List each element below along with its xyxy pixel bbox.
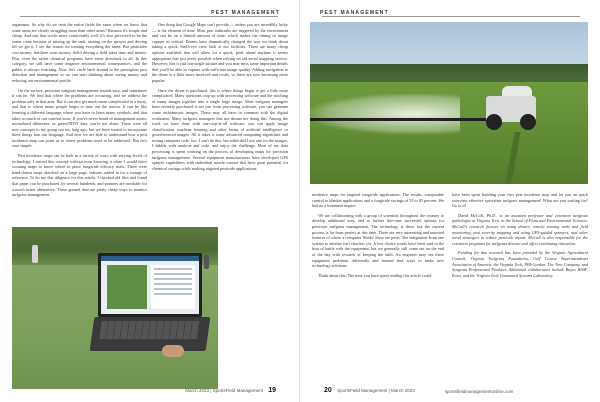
laptop-icon	[98, 253, 202, 351]
right-page	[300, 0, 600, 402]
data-panel	[151, 265, 195, 309]
section-header: PEST MANAGEMENT	[211, 10, 280, 16]
paragraph: Pest incidence maps can be built in a variety of ways with varying levels of technology. I started this concept without even knowing it when I would drive scouting maps to know where to place fungicide efficacy trials. These were hand-drawn maps sketched on a large page, features added in for a strange of reference. To do my due diligence for this article, I checked old files and found that paper can be purchased for several hundreds, and pointers are available for a much better alternative. These ground data are pretty cheap ways to monitor turfgrass management.	[12, 153, 147, 198]
laptop-field-photo	[12, 227, 218, 389]
field-map-icon	[107, 265, 147, 309]
sprayer-boom	[310, 118, 500, 121]
person-figure	[32, 245, 38, 263]
header-rule	[322, 16, 580, 17]
footer-issue: SportsField Management | March 2023	[337, 388, 415, 393]
article-column-1	[12, 22, 147, 220]
sprayer-vehicle-icon	[480, 86, 542, 132]
footer-url[interactable]: sportsfieldmanagementonline.com	[444, 389, 514, 394]
hand-figure	[162, 345, 184, 357]
app-title-bar	[101, 256, 199, 261]
author-bio: David McCall, Ph.D., is an assistant professor and extension turfgrass pathologist at Virginia Tech, in the School of Plant and Environmental Sciences. McCall's research focuses on using drones, remote sensing tools and field monitoring, pest severity mapping and using GPS-guided sprayers, and other novel strategies to reduce pesticide inputs. McCall is also responsible for the extension programs for turfgrass disease and offers continuing education.	[452, 212, 588, 246]
paragraph: organisms. So why do we treat the entire fields the same when we know that some areas are clearly struggling more than other areas? Because it's simple and cheap. And one that works more comfortably well. It's also perceived to be the easier route because of mixing up the tank, turning on the sprayer and driving till we get it. I see the reason for treating everything the same. But pesticides cost money, fertilizer costs money. Solid driving a field takes time and money. Plus, even the safest chemical programs have some drawback to all. In this category, we still have some negative environmental consequences, and the public is always watching. Now, let's circle back around to the prestigious pest detection and management so we can start thinking about saving money and reducing our environmental profile.	[12, 22, 147, 83]
article-column-3	[312, 192, 444, 390]
paragraph: have been spent building your first pest incidence map and let you an quick overview effective specialize turfgrass management! What are you waiting for? Go to it!	[452, 192, 588, 209]
paragraph: incidence maps for targeted fungicide applications. The results, comparable control to blanket applications and a fungicide savings of 53 to 85 percent. We had no a treatment impact.	[312, 192, 444, 209]
paragraph: Think about this: The time you have spent reading this article could	[318, 272, 432, 278]
article-column-4	[452, 192, 588, 390]
spray-mist	[310, 94, 460, 134]
sprayer-field-photo	[310, 22, 588, 184]
page-number: 20	[324, 387, 332, 394]
tree-line	[310, 64, 588, 82]
footer-url[interactable]	[0, 389, 47, 394]
paragraph: We are collaborating with a group of scientists throughout the country to develop additional uses, and to further fine-tune successful options for precision turfgrass management. The technology is there, but the current process is far from perfect at this time. There are very interesting and untested features of where a computer 'thinks' these are pests. The integration from one system to another isn't flawless yet. A few choice words have been said in the heat of battle with the equipment, but we generally still come out on the end of the day with rewards of keeping the faith. An engineer may see these equipment problems differently and instead find ways to make new technology solutions.	[312, 212, 444, 269]
laptop-screen	[98, 253, 202, 317]
header-rule	[20, 16, 278, 17]
page-footer	[320, 387, 514, 394]
paragraph: On the surface, precision turfgrass management sounds easy, and sometimes it can be. We find that where the problems are occurring, and we address the problem only in that area. But it can also get much more complicated in a hurry, and that is where many people begin to tune out the notion. It can be like learning a different language where you have to learn many symbols, and that takes so much of our comfort zone. If you've never heard of management zones, normalized difference, or green/NDVI data, you're not alone. These were all new concepts to my group not too long ago, but we have started to incorporate these things into our language. And now we are able to understand how a pest incidence map can point us to where problems need to be addressed. But let's start simple.	[12, 87, 147, 149]
page-number: 19	[268, 387, 276, 394]
section-header: PEST MANAGEMENT	[320, 10, 389, 16]
person-figure	[204, 255, 209, 269]
funding-note: Funding for this research has been provided by the Virginia Agricultural Council, Virginia Turfgrass Foundation, Golf Course Superintendents Association of America, the Virginia Tech, PBI-Gordon, The Toro Company, and Syngenta Professional Products. Additional collaborators include Bayer, BASF, Envu, and the Virginia Tech Unmanned Systems Laboratory.	[452, 250, 588, 278]
paragraph: Once the drone is purchased, this is where things begin to get a little more complicated. Many questions crop up with processing software and the stitching of many images together into a single large image. Most turfgrass managers have recently purchased it not just from processing software, you can generate some orthomosaic images. These may all have in common with the digital evaluation. Many turfgrass managers that use drones are doing this. Among the work we have done with one-stop-at-all software, you can apply image classification, machine learning and other forms of artificial intelligence or georeferenced images. All it takes is some advanced computing algorithms and testing computer code, too. I can't do this, but either did I use one for the images. I dabble with analysis and code, and enjoy the challenge. Most of my data processing is spent working on the process of developing maps for precision turfgrass management. Several equipment manufacturers have developed GPS sprayer capabilities with individual nozzle control that have great potential for chemical savings while making targeted pesticide applications.	[152, 87, 288, 171]
paragraph: One thing that Google Maps can't provide — unless you are incredibly lucky — is the element of time. Most pest outbreaks are triggered by the environment and can be on a limited amount of time, which makes the timing of image capture so critical. Drones have dramatically changed the way we think about taking a quick, bird's-eye view look at our facilities. There are many cheap options available that will allow for a quick, peek ahead anytime it seems appropriate that just aren't possible when relying on old aerial mapping service. However, this is just one single picture and you may miss some important details that you'll be able to capture with sufficient image quality. Adding navigation to the drone is a little more involved and costly, so these are now becoming more popular.	[152, 22, 288, 83]
footer-issue: March 2023 | SportsField Management	[185, 388, 263, 393]
laptop-keyboard	[90, 317, 211, 351]
page-footer	[185, 387, 280, 394]
